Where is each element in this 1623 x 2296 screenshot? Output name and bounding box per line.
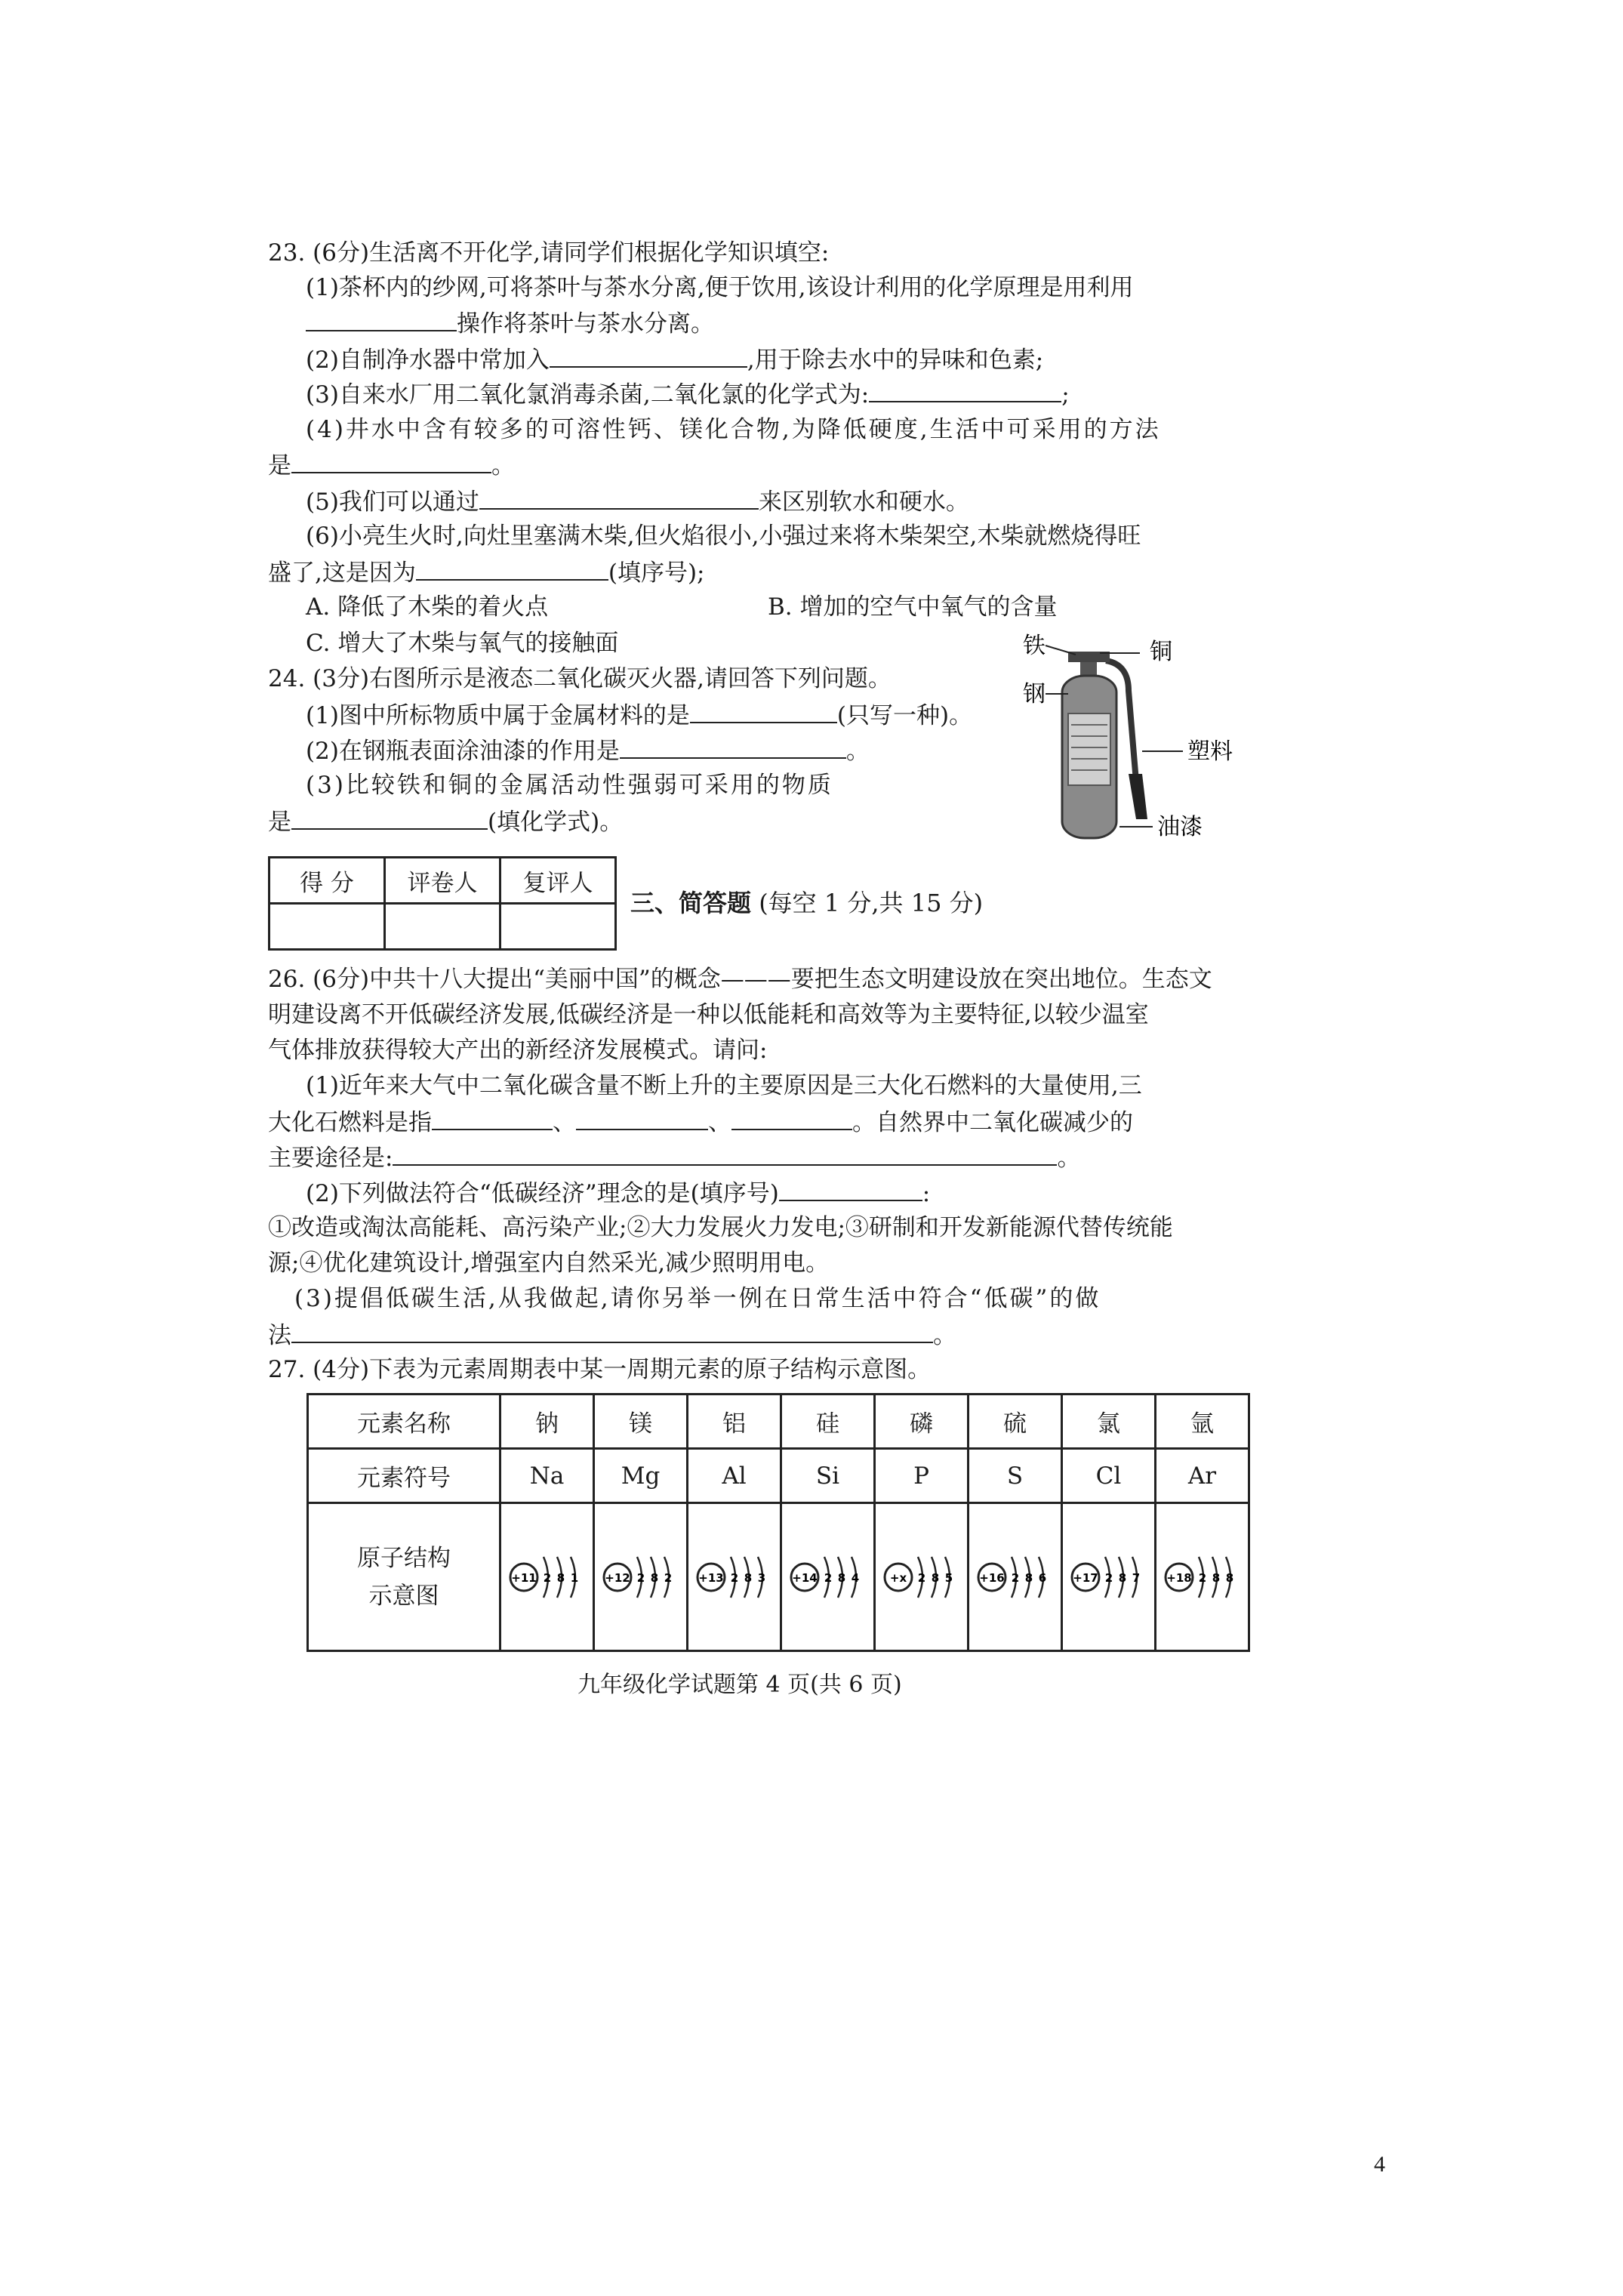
q26-line11: 法 。 bbox=[268, 1319, 956, 1351]
q26-line10: (3)提倡低碳生活,从我做起,请你另举一例在日常生活中符合“低碳”的做 bbox=[294, 1285, 1101, 1312]
q23-option-c: C. 增大了木柴与氧气的接触面 bbox=[306, 630, 619, 657]
electron-count: 2 bbox=[543, 1570, 551, 1585]
electron-count: 8 bbox=[1024, 1570, 1033, 1585]
label-copper: 铜 bbox=[1150, 639, 1172, 665]
page-footer: 九年级化学试题第 4 页(共 6 页) bbox=[577, 1672, 902, 1698]
element-table bbox=[306, 1393, 1250, 1652]
electron-count: 8 bbox=[744, 1570, 752, 1585]
section-title: 三、简答题 (每空 1 分,共 15 分) bbox=[630, 889, 984, 917]
electron-count: 8 bbox=[931, 1570, 939, 1585]
grader-header: 评卷人 bbox=[385, 858, 500, 904]
q23-part6-line2: 盛了,这是因为 (填序号); bbox=[268, 556, 705, 588]
atom-diagram bbox=[1156, 1503, 1249, 1651]
row-header-symbol: 元素符号 bbox=[308, 1449, 500, 1503]
electron-count: 2 bbox=[1104, 1570, 1113, 1585]
q26-line6: 主要途径是: 。 bbox=[268, 1142, 1080, 1173]
score-table bbox=[268, 856, 617, 951]
atom-diagram bbox=[500, 1503, 594, 1651]
q26-line7: (2)下列做法符合“低碳经济”理念的是(填序号) : bbox=[306, 1177, 930, 1209]
q23-part5: (5)我们可以通过 来区别软水和硬水。 bbox=[306, 485, 969, 517]
label-iron: 铁 bbox=[1023, 633, 1046, 659]
electron-count: 6 bbox=[1038, 1570, 1046, 1585]
answer-blank[interactable] bbox=[731, 1106, 852, 1130]
nucleus-charge: +x bbox=[889, 1570, 907, 1585]
nucleus-charge: +13 bbox=[698, 1570, 724, 1585]
element-name: 硅 bbox=[781, 1395, 875, 1449]
atom-structure-icon bbox=[974, 1543, 1057, 1611]
row-header-structure: 原子结构 示意图 bbox=[308, 1503, 500, 1651]
q23-option-b: B. 增加的空气中氧气的含量 bbox=[768, 593, 1058, 621]
atom-structure-icon bbox=[506, 1543, 589, 1611]
atom-diagram bbox=[781, 1503, 875, 1651]
q23-option-a: A. 降低了木柴的着火点 bbox=[306, 593, 549, 621]
electron-count: 2 bbox=[1011, 1570, 1019, 1585]
q27-title: 27. (4分)下表为元素周期表中某一周期元素的原子结构示意图。 bbox=[268, 1356, 932, 1383]
answer-blank[interactable] bbox=[291, 806, 488, 830]
answer-blank[interactable] bbox=[779, 1177, 922, 1201]
q26-line5: 大化石燃料是指 、 、 。自然界中二氧化碳减少的 bbox=[268, 1106, 1133, 1138]
electron-count: 5 bbox=[944, 1570, 953, 1585]
q23-part3: (3)自来水厂用二氧化氯消毒杀菌,二氧化氯的化学式为: ; bbox=[306, 378, 1070, 410]
element-name: 氩 bbox=[1156, 1395, 1249, 1449]
label-plastic: 塑料 bbox=[1187, 738, 1233, 765]
q24-title: 24. (3分)右图所示是液态二氧化碳灭火器,请回答下列问题。 bbox=[268, 665, 892, 692]
element-name: 磷 bbox=[875, 1395, 969, 1449]
electron-count: 1 bbox=[570, 1570, 578, 1585]
nucleus-charge: +14 bbox=[791, 1570, 818, 1585]
answer-blank[interactable] bbox=[576, 1106, 708, 1130]
q23-part2: (2)自制净水器中常加入 ,用于除去水中的异味和色素; bbox=[306, 344, 1043, 375]
nucleus-charge: +11 bbox=[510, 1570, 537, 1585]
q26-line2: 明建设离不开低碳经济发展,低碳经济是一种以低能耗和高效等为主要特征,以较少温室 bbox=[268, 1001, 1149, 1028]
atom-structure-icon bbox=[880, 1543, 963, 1611]
row-header-name: 元素名称 bbox=[308, 1395, 500, 1449]
electron-count: 2 bbox=[664, 1570, 672, 1585]
electron-count: 8 bbox=[1118, 1570, 1126, 1585]
element-name: 镁 bbox=[594, 1395, 688, 1449]
label-steel: 钢 bbox=[1023, 681, 1046, 707]
q23-part4-line2: 是 。 bbox=[268, 449, 515, 481]
page-number: 4 bbox=[1374, 2152, 1385, 2177]
answer-blank[interactable] bbox=[550, 344, 747, 368]
answer-blank[interactable] bbox=[432, 1106, 553, 1130]
q26-line3: 气体排放获得较大产出的新经济发展模式。请问: bbox=[268, 1037, 768, 1064]
atom-diagram bbox=[969, 1503, 1062, 1651]
electron-count: 8 bbox=[837, 1570, 845, 1585]
reviewer-cell[interactable] bbox=[500, 904, 616, 950]
element-name: 铝 bbox=[688, 1395, 781, 1449]
element-symbol: Na bbox=[500, 1449, 594, 1503]
nucleus-charge: +12 bbox=[604, 1570, 630, 1585]
q24-part3-line1: (3)比较铁和铜的金属活动性强弱可采用的物质 bbox=[306, 772, 833, 799]
atom-structure-icon bbox=[693, 1543, 776, 1611]
q23-part1-line1: (1)茶杯内的纱网,可将茶叶与茶水分离,便于饮用,该设计利用的化学原理是用利用 bbox=[306, 274, 1134, 301]
score-header: 得 分 bbox=[269, 858, 385, 904]
q23-part4-line1: (4)井水中含有较多的可溶性钙、镁化合物,为降低硬度,生活中可采用的方法 bbox=[306, 416, 1161, 443]
answer-blank[interactable] bbox=[306, 307, 457, 331]
answer-blank[interactable] bbox=[291, 1319, 933, 1343]
q26-line4: (1)近年来大气中二氧化碳含量不断上升的主要原因是三大化石燃料的大量使用,三 bbox=[306, 1072, 1142, 1099]
element-symbol: S bbox=[969, 1449, 1062, 1503]
atom-diagram bbox=[688, 1503, 781, 1651]
answer-blank[interactable] bbox=[690, 699, 837, 723]
nucleus-charge: +16 bbox=[978, 1570, 1005, 1585]
answer-blank[interactable] bbox=[620, 735, 846, 759]
q23-part1-line2: 操作将茶叶与茶水分离。 bbox=[306, 307, 714, 339]
electron-count: 2 bbox=[917, 1570, 925, 1585]
q23-part6-line1: (6)小亮生火时,向灶里塞满木柴,但火焰很小,小强过来将木柴架空,木柴就燃烧得旺 bbox=[306, 522, 1141, 550]
electron-count: 3 bbox=[757, 1570, 765, 1585]
fire-extinguisher-figure bbox=[1015, 630, 1272, 857]
atom-structure-icon bbox=[1067, 1543, 1150, 1611]
electron-count: 8 bbox=[1225, 1570, 1233, 1585]
atom-diagram bbox=[594, 1503, 688, 1651]
atom-diagram bbox=[1062, 1503, 1156, 1651]
element-symbol: Mg bbox=[594, 1449, 688, 1503]
atom-structure-icon bbox=[599, 1543, 682, 1611]
label-paint: 油漆 bbox=[1157, 814, 1203, 840]
q26-line8: ①改造或淘汰高能耗、高污染产业;②大力发展火力发电;③研制和开发新能源代替传统能 bbox=[268, 1214, 1173, 1241]
element-symbol: Ar bbox=[1156, 1449, 1249, 1503]
answer-blank[interactable] bbox=[291, 449, 491, 473]
element-name: 钠 bbox=[500, 1395, 594, 1449]
atom-structure-icon bbox=[1161, 1543, 1244, 1611]
electron-count: 2 bbox=[730, 1570, 738, 1585]
answer-blank[interactable] bbox=[416, 556, 608, 581]
electron-count: 8 bbox=[1212, 1570, 1220, 1585]
electron-count: 8 bbox=[650, 1570, 658, 1585]
answer-blank[interactable] bbox=[479, 485, 759, 510]
fire-extinguisher-icon bbox=[1015, 630, 1272, 857]
q26-line9: 源;④优化建筑设计,增强室内自然采光,减少照明用电。 bbox=[268, 1250, 830, 1277]
answer-blank[interactable] bbox=[393, 1142, 1057, 1166]
answer-blank[interactable] bbox=[869, 378, 1061, 402]
element-name: 氯 bbox=[1062, 1395, 1156, 1449]
reviewer-header: 复评人 bbox=[500, 858, 616, 904]
electron-count: 4 bbox=[851, 1570, 859, 1585]
nucleus-charge: +17 bbox=[1072, 1570, 1098, 1585]
electron-count: 2 bbox=[636, 1570, 645, 1585]
q23-title: 23. (6分)生活离不开化学,请同学们根据化学知识填空: bbox=[268, 239, 830, 267]
atom-diagram bbox=[875, 1503, 969, 1651]
atom-structure-icon bbox=[787, 1543, 870, 1611]
electron-count: 8 bbox=[556, 1570, 565, 1585]
grader-cell[interactable] bbox=[385, 904, 500, 950]
q24-part3-line2: 是 (填化学式)。 bbox=[268, 806, 623, 837]
element-symbol: P bbox=[875, 1449, 969, 1503]
score-cell[interactable] bbox=[269, 904, 385, 950]
electron-count: 2 bbox=[824, 1570, 832, 1585]
element-symbol: Al bbox=[688, 1449, 781, 1503]
q26-line1: 26. (6分)中共十八大提出“美丽中国”的概念———要把生态文明建设放在突出地位。生态文 bbox=[268, 966, 1212, 993]
element-symbol: Cl bbox=[1062, 1449, 1156, 1503]
element-name: 硫 bbox=[969, 1395, 1062, 1449]
nucleus-charge: +18 bbox=[1166, 1570, 1192, 1585]
q24-part1: (1)图中所标物质中属于金属材料的是 (只写一种)。 bbox=[306, 699, 972, 731]
element-symbol: Si bbox=[781, 1449, 875, 1503]
q24-part2: (2)在钢瓶表面涂油漆的作用是 。 bbox=[306, 735, 870, 766]
electron-count: 2 bbox=[1198, 1570, 1206, 1585]
electron-count: 7 bbox=[1132, 1570, 1140, 1585]
